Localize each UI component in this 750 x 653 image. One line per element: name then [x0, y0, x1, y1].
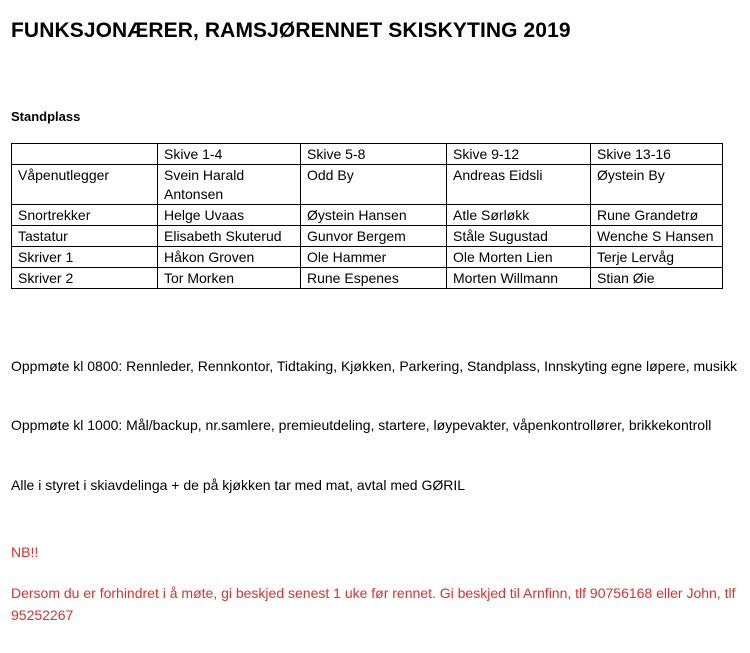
table-header-cell: Skive 5-8: [301, 144, 447, 165]
table-cell: Håkon Groven: [158, 247, 301, 268]
notice-label: NB!!: [11, 544, 39, 560]
table-cell: Øystein Hansen: [301, 205, 447, 226]
table-cell: Elisabeth Skuterud: [158, 226, 301, 247]
attendance-1000-paragraph: Oppmøte kl 1000: Mål/backup, nr.samlere, premieutdeling, startere, løypevakter, våpenkontrollører, brikkekontroll: [11, 417, 712, 433]
table-cell: Stian Øie: [591, 268, 723, 289]
table-cell: Gunvor Bergem: [301, 226, 447, 247]
role-cell: Snortrekker: [12, 205, 158, 226]
table-header-cell: [12, 144, 158, 165]
table-cell: Terje Lervåg: [591, 247, 723, 268]
table-cell: Ståle Sugustad: [447, 226, 591, 247]
role-cell: Skriver 1: [12, 247, 158, 268]
table-cell: Svein Harald Antonsen: [158, 165, 301, 205]
table-row: [12, 165, 723, 205]
table-cell: Øystein By: [591, 165, 723, 205]
role-cell: Våpenutlegger: [12, 165, 158, 205]
table-cell: Ole Morten Lien: [447, 247, 591, 268]
table-row: [12, 205, 723, 226]
table-row: [12, 247, 723, 268]
roster-table: [11, 143, 723, 289]
table-header-cell: Skive 1-4: [158, 144, 301, 165]
table-cell: Morten Willmann: [447, 268, 591, 289]
table-row: [12, 226, 723, 247]
role-cell: Tastatur: [12, 226, 158, 247]
table-header-row: [12, 144, 723, 165]
table-cell: Atle Sørløkk: [447, 205, 591, 226]
table-header-cell: Skive 9-12: [447, 144, 591, 165]
section-heading: Standplass: [11, 109, 81, 124]
table-header-cell: Skive 13-16: [591, 144, 723, 165]
document-title: FUNKSJONÆRER, RAMSJØRENNET SKISKYTING 2019: [11, 19, 571, 42]
table-cell: Rune Grandetrø: [591, 205, 723, 226]
food-note-paragraph: Alle i styret i skiavdelinga + de på kjøkken tar med mat, avtal med GØRIL: [11, 477, 466, 493]
table-cell: Wenche S Hansen: [591, 226, 723, 247]
notice-text: Dersom du er forhindret i å møte, gi beskjed senest 1 uke før rennet. Gi beskjed til Arnfinn, tlf 90756168 eller John, tlf 95252267: [11, 585, 736, 623]
table-cell: Ole Hammer: [301, 247, 447, 268]
table-cell: Andreas Eidsli: [447, 165, 591, 205]
role-cell: Skriver 2: [12, 268, 158, 289]
table-row: [12, 268, 723, 289]
table-cell: Tor Morken: [158, 268, 301, 289]
table-cell: Helge Uvaas: [158, 205, 301, 226]
table-cell: Odd By: [301, 165, 447, 205]
table-cell: Rune Espenes: [301, 268, 447, 289]
attendance-0800-paragraph: Oppmøte kl 0800: Rennleder, Rennkontor, Tidtaking, Kjøkken, Parkering, Standplass, Innskyting egne løpere, musikk: [11, 358, 738, 374]
